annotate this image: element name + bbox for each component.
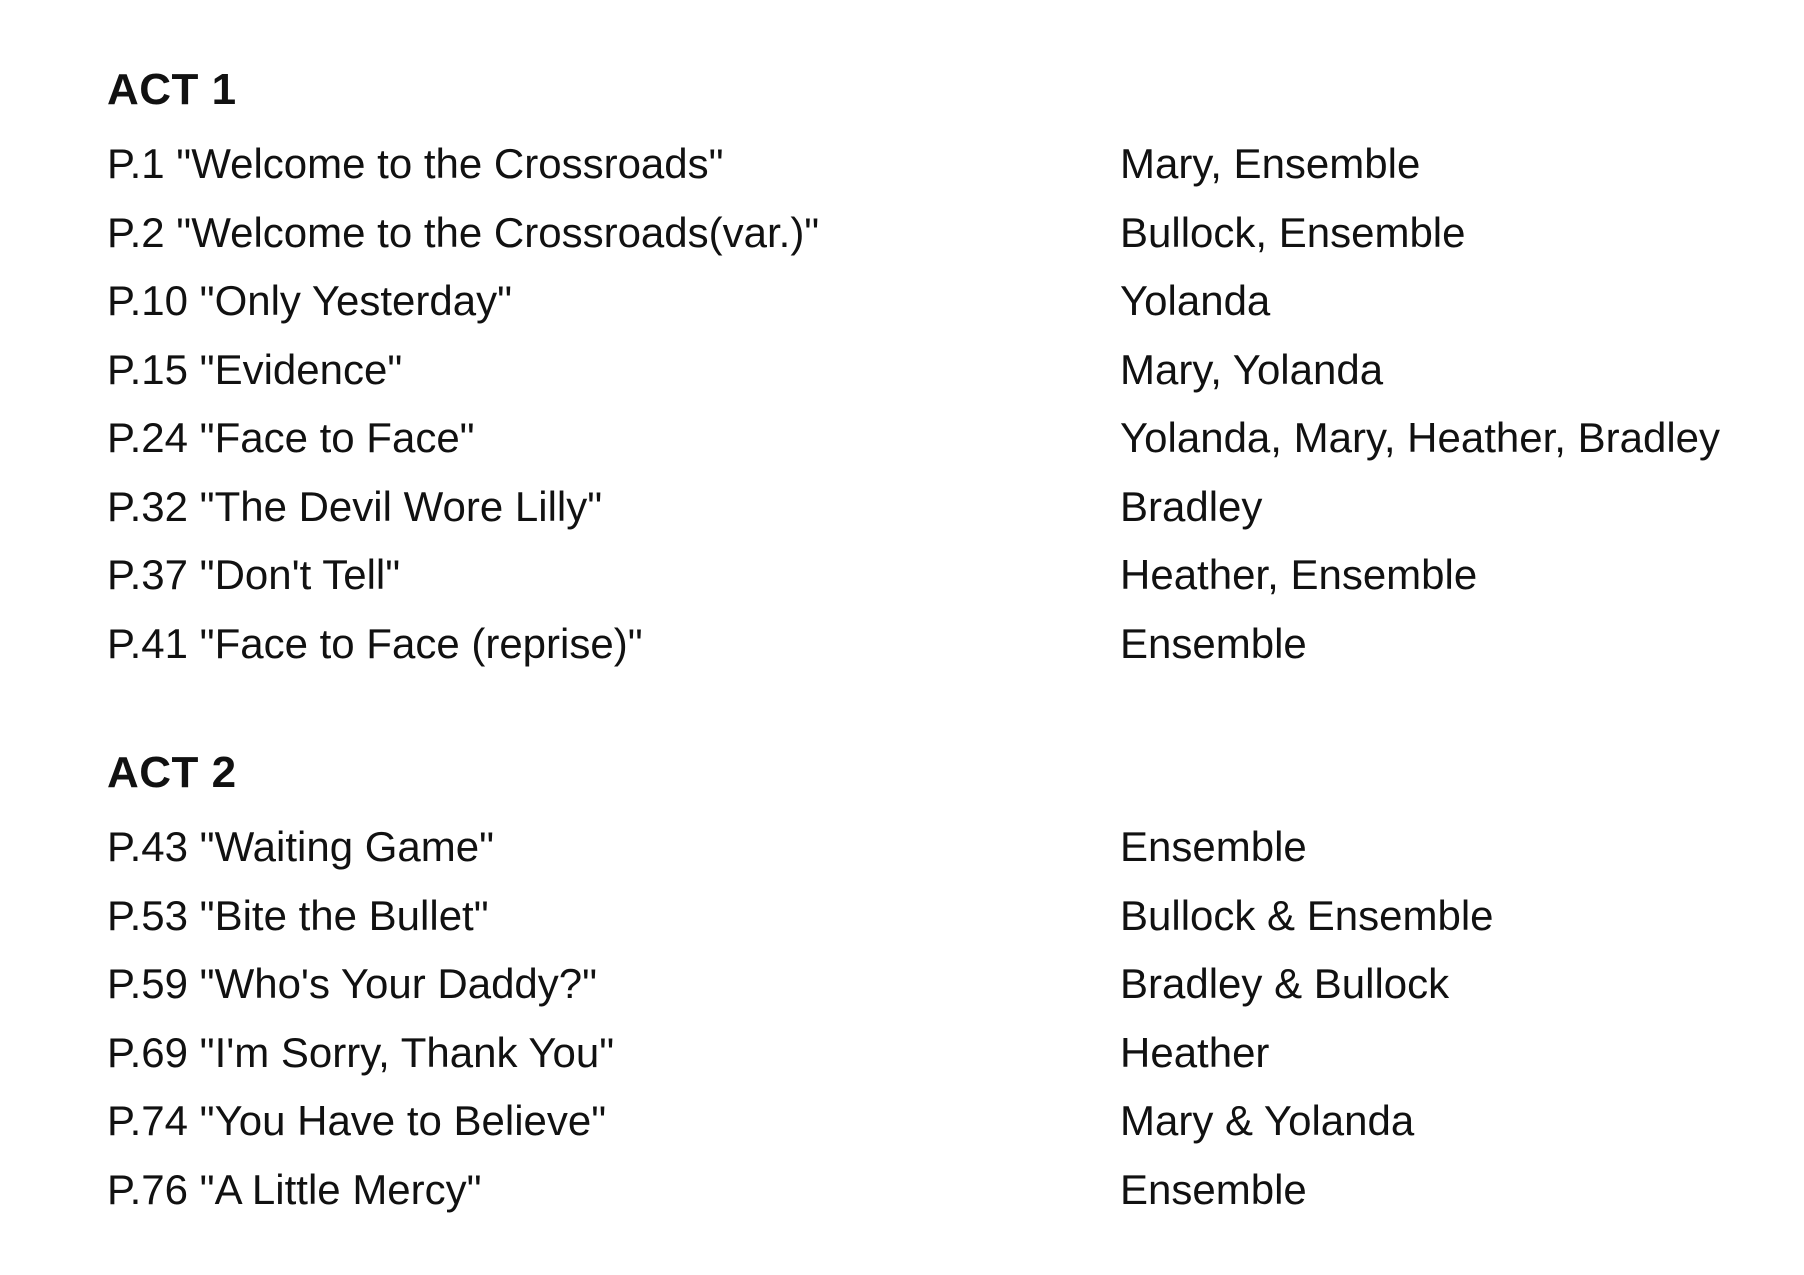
act-heading: ACT 1 [107,65,237,114]
song-row [107,199,1727,268]
song-title: P.10 "Only Yesterday" [107,277,512,324]
song-row [107,882,1727,951]
song-title: P.15 "Evidence" [107,345,403,393]
song-cast: Ensemble [1120,823,1307,870]
song-row [107,130,1727,199]
song-row [107,404,1727,473]
act-2-section [107,745,1727,1224]
song-cast: Heather, Ensemble [1120,551,1478,598]
song-title: P.74 "You Have to Believe" [107,1097,607,1144]
song-title: P.59 "Who's Your Daddy?" [107,960,598,1007]
song-cast: Heather [1120,1028,1270,1076]
act-1-section [107,62,1727,678]
song-cast: Yolanda [1120,277,1271,324]
song-title: P.43 "Waiting Game" [107,823,495,870]
song-title: P.53 "Bite the Bullet" [107,891,489,939]
song-cast: Bullock, Ensemble [1120,208,1466,256]
song-row [107,1087,1727,1156]
song-cast: Bradley [1120,482,1263,530]
song-title: P.32 "The Devil Wore Lilly" [107,482,603,530]
song-cast: Yolanda, Mary, Heather, Bradley [1120,414,1721,461]
song-row [107,1019,1727,1088]
song-cast: Ensemble [1120,1165,1307,1213]
song-row [107,1156,1727,1225]
song-row [107,813,1727,882]
song-cast: Bullock & Ensemble [1120,891,1494,939]
song-row [107,336,1727,405]
song-row [107,950,1727,1019]
song-title: P.2 "Welcome to the Crossroads(var.)" [107,208,820,256]
song-cast: Bradley & Bullock [1120,960,1450,1007]
song-row [107,610,1727,679]
song-title: P.24 "Face to Face" [107,414,475,461]
song-row [107,541,1727,610]
song-cast: Mary, Yolanda [1120,345,1384,393]
song-title: P.76 "A Little Mercy" [107,1165,482,1213]
song-title: P.37 "Don't Tell" [107,551,401,598]
song-title: P.41 "Face to Face (reprise)" [107,619,643,667]
act-heading: ACT 2 [107,748,237,797]
song-title: P.1 "Welcome to the Crossroads" [107,140,724,187]
song-title: P.69 "I'm Sorry, Thank You" [107,1028,615,1076]
song-cast: Ensemble [1120,619,1307,667]
song-cast: Mary & Yolanda [1120,1097,1415,1144]
song-row [107,473,1727,542]
song-cast: Mary, Ensemble [1120,140,1421,187]
song-row [107,267,1727,336]
